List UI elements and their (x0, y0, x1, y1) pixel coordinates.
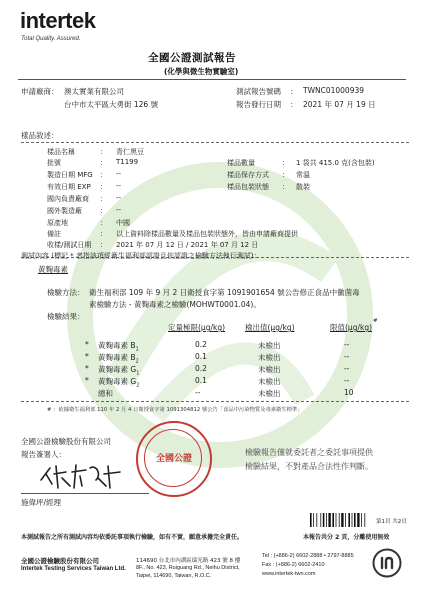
colon: ： (290, 100, 298, 109)
loq-value: 0.2 (195, 340, 207, 349)
footer-company-en: Intertek Testing Services Taiwan Ltd. (21, 566, 126, 572)
report-no-label: 測試報告號碼 (236, 87, 281, 96)
analyte-name (98, 376, 139, 389)
sample-field-label: 樣品保存方式 (227, 171, 269, 179)
colon: ： (282, 159, 289, 167)
loq-value: -- (195, 388, 201, 397)
analyte-label: 黃麴毒素 G (98, 377, 137, 386)
sample-field-label: 樣品數量 (227, 159, 255, 167)
analyte-name (98, 340, 139, 353)
signer-label: 報告簽署人： (21, 450, 66, 459)
barcode-bar (339, 513, 340, 527)
report-title: 全國公證測試報告 (148, 52, 236, 64)
row-star-mark: * (85, 364, 89, 373)
sample-field-label: 樣品包裝狀態 (227, 183, 269, 191)
disclaimer-line-1: 檢驗報告僅就委託者之委託事項提供 (245, 448, 373, 457)
limit-footnote: # ：依據衛生福利部 110 年 2 月 4 日衛授食字第 1091304812 號公告「食品中污染物質及毒素衛生標準」 (47, 407, 303, 413)
signer-title: 施偉坪/經理 (21, 498, 62, 507)
barcode-bar (354, 513, 356, 527)
report-number: TWNC01000939 (303, 86, 365, 95)
sample-field-value: -- (116, 206, 122, 214)
col-header-limit: 限值(μg/kg) (330, 323, 373, 332)
handwritten-signature (36, 460, 126, 492)
loq-value: 0.1 (195, 376, 207, 385)
sample-field-value: 2021 年 07 月 12 日 / 2021 年 07 月 12 日 (116, 241, 259, 249)
logo-tagline: Total Quality. Assured. (21, 36, 81, 42)
limit-footnote-mark: # (373, 318, 378, 324)
analyte-subscript: 1 (135, 346, 139, 353)
sample-field-label: 製造日期 MFG (47, 171, 93, 179)
background-watermark (60, 150, 380, 480)
loq-value: 0.1 (195, 352, 207, 361)
colon: ： (282, 183, 289, 191)
analyte-subscript: 2 (135, 358, 139, 365)
barcode-bar (320, 513, 321, 527)
limit-value: -- (344, 364, 350, 373)
validity-notice: 本測試報告之所有測試內容均依委託事項執行檢驗，如有不實，願意承擔完全責任。 (21, 534, 244, 541)
company-seal-stamp (136, 421, 212, 497)
result-value: 未檢出 (258, 365, 281, 374)
sample-field-label: 備註 (47, 230, 61, 238)
barcode-bar (316, 513, 317, 527)
analyte-subscript: 2 (136, 382, 140, 389)
sample-field-label: 國外製造廠 (47, 207, 82, 215)
footer-tel: Tel : (+886-2) 6602-2888 • 2797-8885 (262, 553, 354, 559)
barcode-bar (357, 513, 359, 527)
col-header-loq: 定量極限(μg/kg) (168, 323, 226, 332)
footer-address-cn: 114690 台北市內湖區瑞光路 423 號 8 樓 (136, 558, 241, 564)
method-line-2: 素檢驗方法 - 黃麴毒素之檢驗(MOHWT0001.04)。 (89, 300, 261, 309)
sample-field-label: 批號 (47, 159, 61, 167)
result-value: 未檢出 (258, 389, 281, 398)
intertek-circle-logo-icon (371, 547, 403, 579)
sample-field-value: -- (116, 194, 122, 202)
limit-value: -- (344, 376, 350, 385)
barcode-bar (336, 513, 337, 527)
footer-website[interactable]: www.intertek-twn.com (262, 571, 316, 577)
colon: ： (100, 219, 107, 227)
test-items-label: 測試內容 (標記 * 者指該項經衛生福利部認證且依認證之檢驗方法執行測試)： (21, 252, 261, 260)
sample-field-value: 青仁黑豆 (116, 148, 144, 156)
barcode-bar (323, 513, 325, 527)
colon: ： (100, 159, 107, 167)
colon: ： (100, 148, 107, 156)
analyte-label: 黃麴毒素 B (98, 341, 136, 350)
result-value: 未檢出 (258, 341, 281, 350)
barcode-bar (352, 513, 353, 527)
limit-value: -- (344, 340, 350, 349)
results-label: 檢驗結果： (47, 312, 85, 321)
sample-field-value: 1 袋共 415.0 克(含包裝) (296, 159, 375, 167)
lab-company: 全國公證檢驗股份有限公司 (21, 437, 111, 446)
result-value: 未檢出 (258, 377, 281, 386)
footer-fax: Fax : (+886-2) 6602-2410 (262, 562, 325, 568)
page-info: 第1頁 共2頁 (376, 519, 407, 525)
barcode-bar (364, 513, 365, 527)
applicant-label: 申請廠商： (21, 87, 59, 96)
analyte-subscript: 1 (136, 370, 140, 377)
sample-field-value: 常溫 (296, 171, 310, 179)
sample-field-value: -- (116, 170, 122, 178)
barcode-bar (361, 513, 362, 527)
analyte-label: 總和 (98, 389, 113, 398)
sample-field-value: T1199 (116, 158, 139, 166)
footer-address-en-2: Taipei, 114690, Taiwan, R.O.C. (136, 573, 212, 579)
colon: ： (100, 241, 107, 249)
analyte-name (98, 364, 139, 377)
footer-address-en-1: 8F., No. 423, Ruiguang Rd., Neihu District, (136, 565, 240, 571)
sample-field-value: -- (116, 182, 122, 190)
barcode-bar (348, 513, 350, 527)
loq-value: 0.2 (195, 364, 207, 373)
colon: ： (100, 207, 107, 215)
seal-text: 全國公證 (155, 454, 192, 464)
analyte-name (98, 352, 139, 365)
colon: ： (100, 195, 107, 203)
sample-field-label: 國內負責廠商 (47, 195, 89, 203)
sample-field-label: 收樣/測試日期 (47, 241, 92, 249)
sample-section-label: 樣品敘述： (21, 131, 59, 140)
sample-field-label: 原產地 (47, 219, 68, 227)
row-star-mark: * (85, 352, 89, 361)
analyte-label: 黃麴毒素 B (98, 353, 136, 362)
disclaimer-line-2: 檢驗結果，不對產品合法性作判斷。 (245, 462, 373, 471)
barcode-bar (332, 513, 334, 527)
method-line-1: 衛生福利部 109 年 9 月 2 日衛授食字第 1091901654 號公告修正食品中黴菌毒 (89, 288, 360, 297)
test-item-title: 黃麴毒素 (38, 265, 68, 274)
sample-field-label: 樣品名稱 (47, 148, 75, 156)
sample-field-label: 有效日期 EXP (47, 183, 91, 191)
barcode-bar (313, 513, 314, 527)
colon: ： (100, 171, 107, 179)
analyte-label: 黃麴毒素 G (98, 365, 137, 374)
colon: ： (282, 171, 289, 179)
result-value: 未檢出 (258, 353, 281, 362)
sample-field-value: 以上資料除樣品數量及樣品包裝狀態外，皆由申請廠商提供 (116, 230, 298, 238)
sample-field-value: 中國 (116, 219, 130, 227)
issue-date: 2021 年 07 月 19 日 (303, 100, 376, 109)
row-star-mark: * (85, 340, 89, 349)
limit-value: -- (344, 352, 350, 361)
intertek-logo: intertek (20, 8, 96, 33)
colon: ： (290, 87, 298, 96)
col-header-result: 檢出值(μg/kg) (245, 323, 295, 332)
barcode-bar (326, 513, 327, 527)
copy-info: 本報告共分 2 頁，分離使用無效 (303, 534, 390, 541)
issue-date-label: 報告發行日期 (236, 100, 281, 109)
colon: ： (100, 183, 107, 191)
sample-field-value: 散裝 (296, 183, 310, 191)
colon: ： (100, 230, 107, 238)
barcode-bar (328, 513, 330, 527)
method-prefix: 檢驗方法： (47, 288, 85, 297)
row-star-mark: * (85, 376, 89, 385)
applicant-name: 澳太實業有限公司 (64, 87, 124, 96)
barcode-bar (341, 513, 343, 527)
analyte-name (98, 388, 113, 401)
barcode-bar (310, 513, 312, 527)
barcode-bar (345, 513, 346, 527)
report-subtitle: (化學與微生物實驗室) (164, 67, 239, 76)
footer-company-cn: 全國公證檢驗股份有限公司 (21, 557, 99, 565)
barcode (310, 513, 372, 527)
limit-value: 10 (344, 388, 354, 397)
applicant-address: 台中市太平區大勇街 126 號 (64, 100, 159, 109)
